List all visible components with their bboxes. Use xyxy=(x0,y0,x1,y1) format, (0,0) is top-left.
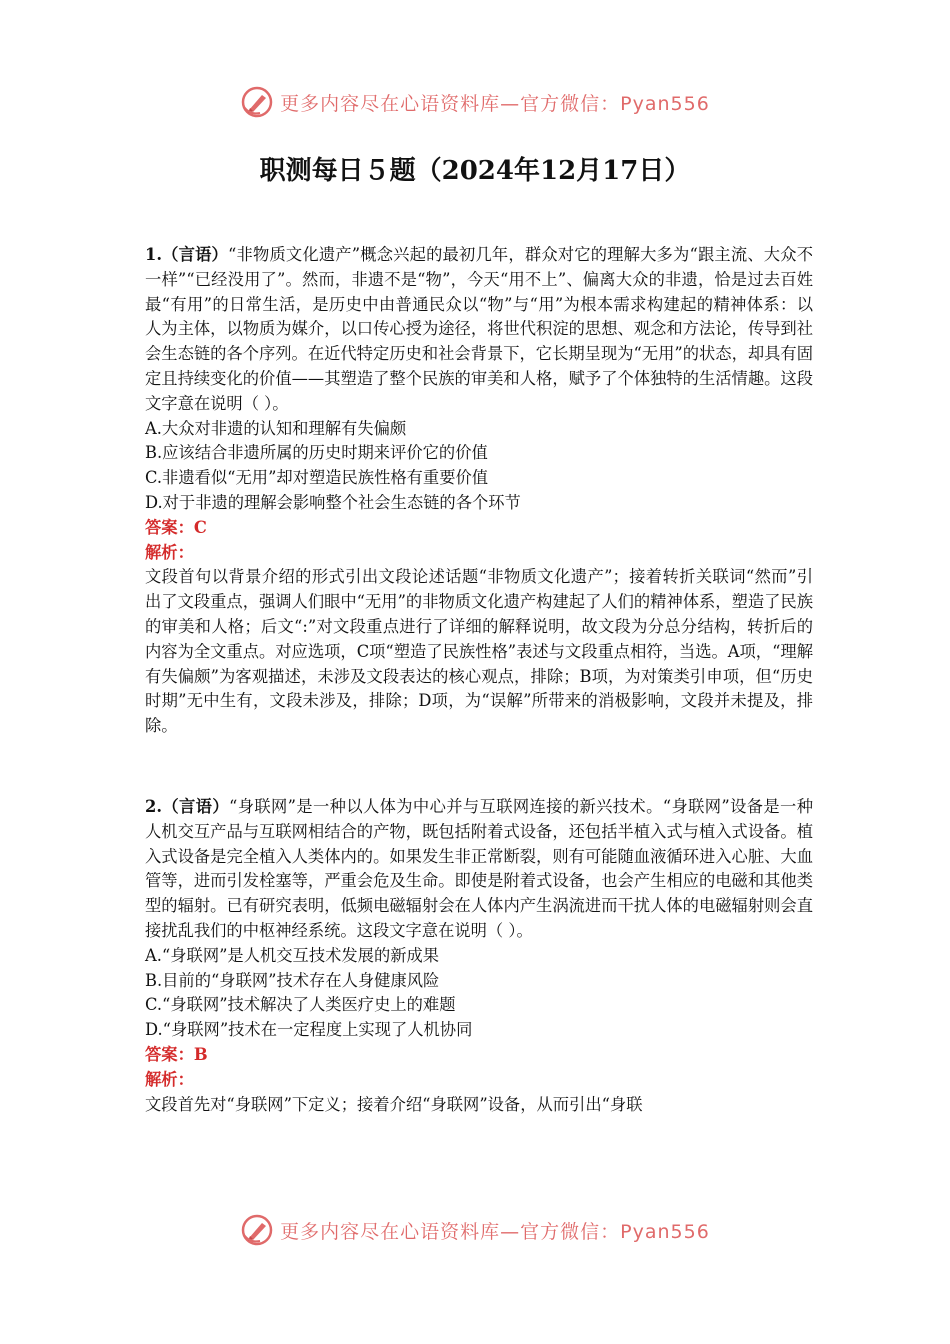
watermark-text: 更多内容尽在心语资料库—官方微信：Pyan556 xyxy=(280,1220,710,1243)
analysis-label: 解析： xyxy=(145,1069,194,1089)
question-1 xyxy=(145,243,813,739)
watermark-text: 更多内容尽在心语资料库—官方微信：Pyan556 xyxy=(280,92,710,115)
question-number: 1.（言语） xyxy=(145,245,229,264)
pen-logo-icon xyxy=(240,85,274,119)
option-b: B.应该结合非遗所属的历史时期来评价它的价值 xyxy=(145,443,488,463)
question-number: 2.（言语） xyxy=(145,796,229,816)
answer: 答案：C xyxy=(145,517,207,537)
option-a: A.“身联网”是人机交互技术发展的新成果 xyxy=(145,945,440,965)
option-c: C.“身联网”技术解决了人类医疗史上的难题 xyxy=(145,995,456,1015)
option-a: A.大众对非遗的认知和理解有失偏颇 xyxy=(145,418,407,438)
question-text: “非物质文化遗产”概念兴起的最初几年，群众对它的理解大多为“跟主流、大众不一样”“已经没用了”。然而，非遗不是“物”，今天“用不上”、偏离大众的非遗，恰是过去百姓最“有用”的日常生活，是历史中由普通民众以“物”与“用”为根本需求构建起的精神体系：以人为主体，以物质为媒介，以口传心授为途径，将世代积淀的思想、观念和方法论，传导到社会生态链的各个序列。在近代特定历史和社会背景下，它长期呈现为“无用”的状态，却具有固定且持续变化的价值——其塑造了整个民族的审美和人格，赋予了个体独特的生活情趣。这段文字意在说明（ ）。 xyxy=(145,245,814,413)
question-stem xyxy=(145,243,813,417)
question-2 xyxy=(145,795,813,1117)
header-watermark xyxy=(0,82,950,122)
option-d: D.“身联网”技术在一定程度上实现了人机协同 xyxy=(145,1020,473,1040)
answer: 答案：B xyxy=(145,1044,208,1064)
analysis-text: 文段首句以背景介绍的形式引出文段论述话题“非物质文化遗产”；接着转折关联词“然而”引出了文段重点，强调人们眼中“无用”的非物质文化遗产构建起了人们的精神体系，塑造了民族的审美和人格；后文“:”对文段重点进行了详细的解释说明，故文段为分总分结构，转折后的内容为全文重点。对应选项，C项“塑造了民族性格”表述与文段重点相符，当选。A项，“理解有失偏颇”为客观描述，未涉及文段表达的核心观点，排除；B项，为对策类引申项，但“历史时期”无中生有，文段未涉及，排除；D项，为“误解”所带来的消极影响，文段并未提及，排除。 xyxy=(145,567,813,736)
analysis-label: 解析： xyxy=(145,542,194,562)
option-d: D.对于非遗的理解会影响整个社会生态链的各个环节 xyxy=(145,492,521,512)
analysis-text: 文段首先对“身联网”下定义；接着介绍“身联网”设备，从而引出“身联 xyxy=(145,1094,643,1114)
footer-watermark xyxy=(0,1210,950,1250)
option-c: C.非遗看似“无用”却对塑造民族性格有重要价值 xyxy=(145,468,489,488)
question-stem xyxy=(145,795,813,944)
option-b: B.目前的“身联网”技术存在人身健康风险 xyxy=(145,970,440,990)
document-body xyxy=(145,243,813,1117)
page-title: 职测每日５题（2024年12月17日） xyxy=(259,156,691,186)
question-text: “身联网”是一种以人体为中心并与互联网连接的新兴技术。“身联网”设备是一种人机交互产品与互联网相结合的产物，既包括附着式设备，还包括半植入式与植入式设备。植入式设备是完全植入人类体内的。如果发生非正常断裂，则有可能随血液循环进入心脏、大血管等，进而引发栓塞等，严重会危及生命。即使是附着式设备，也会产生相应的电磁和其他类型的辐射。已有研究表明，低频电磁辐射会在人体内产生涡流进而干扰人体的电磁辐射则会直接扰乱我们的中枢神经系统。这段文字意在说明（ ）。 xyxy=(145,796,813,940)
pen-logo-icon xyxy=(240,1213,274,1247)
